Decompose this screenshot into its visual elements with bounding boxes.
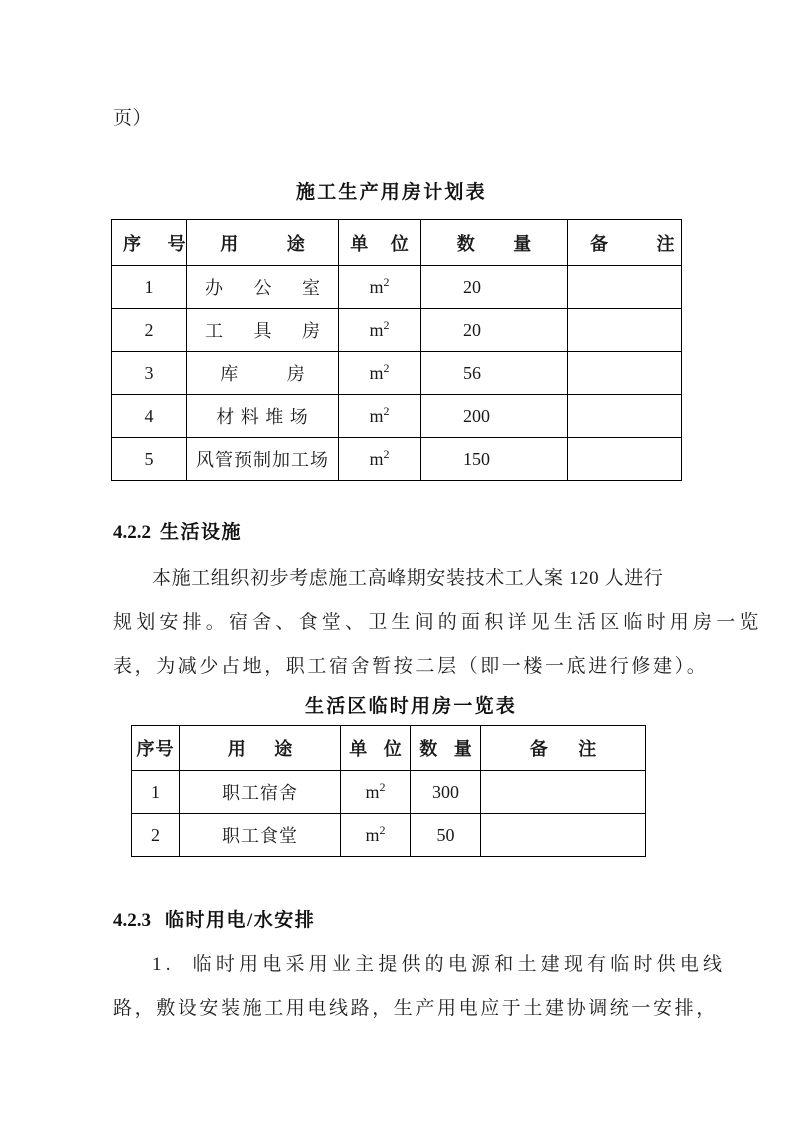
column-header-no: 序 号 (112, 220, 187, 266)
cell-qty: 20 (421, 309, 568, 352)
table-header-row (112, 220, 682, 266)
cell-note (568, 352, 682, 395)
cell-no: 5 (112, 438, 187, 481)
cell-qty: 20 (421, 266, 568, 309)
column-header-qty: 数 量 (411, 726, 481, 771)
column-header-no: 序号 (132, 726, 180, 771)
cell-note (481, 771, 646, 814)
cell-qty: 200 (421, 395, 568, 438)
cell-no: 3 (112, 352, 187, 395)
production-housing-table (111, 219, 697, 481)
paragraph-line: 本施工组织初步考虑施工高峰期安装技术工人案 120 人进行 (152, 568, 664, 589)
cell-use: 工 具 房 (187, 309, 339, 352)
cell-note (568, 309, 682, 352)
paragraph-line: 路，敷设安装施工用电线路，生产用电应于土建协调统一安排， (113, 998, 718, 1019)
table-row (132, 771, 646, 814)
page-marker: 页） (113, 108, 153, 129)
cell-unit: $m^2$ (341, 814, 411, 857)
cell-no: 1 (112, 266, 187, 309)
cell-note (568, 266, 682, 309)
table-row (112, 266, 682, 309)
cell-use: 职工食堂 (180, 814, 341, 857)
living-area-housing-table (131, 725, 646, 857)
paragraph-line: 规划安排。宿舍、食堂、卫生间的面积详见生活区临时用房一览 (113, 612, 763, 633)
cell-qty: 300 (411, 771, 481, 814)
cell-note (568, 438, 682, 481)
table-row (112, 309, 682, 352)
column-header-unit: 单 位 (341, 726, 411, 771)
cell-no: 2 (132, 814, 180, 857)
column-header-unit: 单 位 (339, 220, 421, 266)
cell-no: 2 (112, 309, 187, 352)
cell-use: 库 房 (187, 352, 339, 395)
table-row (112, 352, 682, 395)
cell-unit: $m^2$ (341, 771, 411, 814)
cell-use: 职工宿舍 (180, 771, 341, 814)
paragraph-line: 表，为减少占地，职工宿舍暂按二层（即一楼一底进行修建）。 (113, 656, 709, 677)
cell-qty: 56 (421, 352, 568, 395)
cell-unit: $m^2$ (339, 309, 421, 352)
section-number: 4.2.3 (113, 910, 151, 931)
table-caption-living: 生活区临时用房一览表 (305, 696, 518, 717)
cell-unit: $m^2$ (339, 438, 421, 481)
cell-qty: 50 (411, 814, 481, 857)
table-caption-production: 施工生产用房计划表 (296, 182, 487, 203)
table-row (112, 438, 682, 481)
column-header-use: 用 途 (180, 726, 341, 771)
cell-note (481, 814, 646, 857)
section-heading-422 (113, 523, 242, 542)
section-title: 临时用电/水安排 (165, 910, 316, 931)
column-header-qty: 数 量 (421, 220, 568, 266)
paragraph-line (152, 955, 726, 974)
list-marker: 1. (152, 954, 175, 975)
column-header-note: 备 注 (568, 220, 682, 266)
cell-use: 风管预制加工场 (187, 438, 339, 481)
cell-no: 4 (112, 395, 187, 438)
column-header-note: 备 注 (481, 726, 646, 771)
section-heading-423 (113, 911, 315, 930)
section-title: 生活设施 (160, 522, 243, 543)
cell-qty: 150 (421, 438, 568, 481)
cell-unit: $m^2$ (339, 266, 421, 309)
section-number: 4.2.2 (113, 522, 151, 543)
paragraph-text: 临时用电采用业主提供的电源和土建现有临时供电线 (192, 954, 727, 975)
cell-use: 办 公 室 (187, 266, 339, 309)
cell-use: 材 料 堆 场 (187, 395, 339, 438)
column-header-use: 用 途 (187, 220, 339, 266)
cell-note (568, 395, 682, 438)
cell-no: 1 (132, 771, 180, 814)
cell-unit: $m^2$ (339, 395, 421, 438)
table-header-row (132, 726, 646, 771)
cell-unit: $m^2$ (339, 352, 421, 395)
table-row (132, 814, 646, 857)
table-row (112, 395, 682, 438)
